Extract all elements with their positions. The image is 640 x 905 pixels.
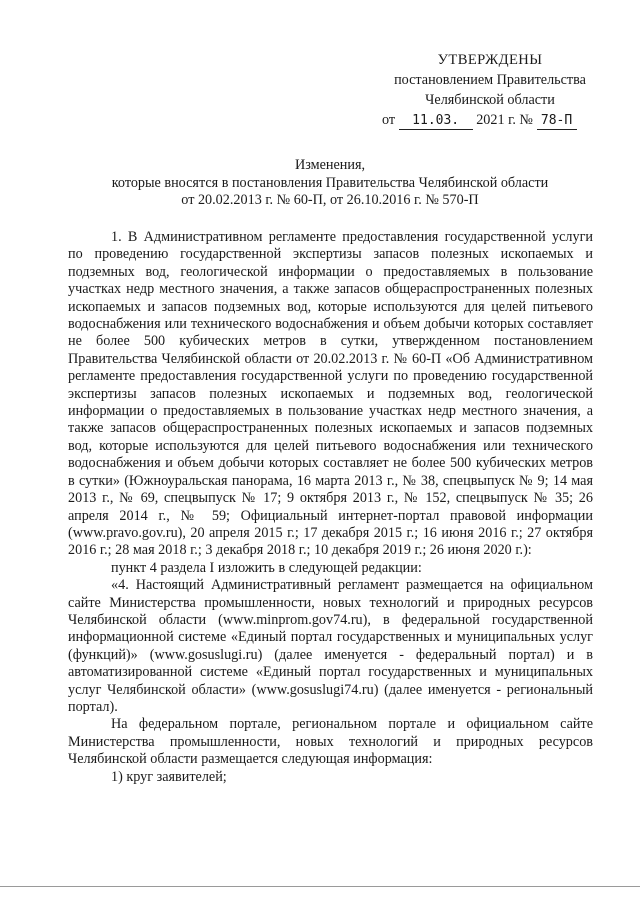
document-body	[68, 229, 593, 786]
page-bottom-divider	[0, 886, 640, 887]
approval-line-government: постановлением Правительства	[394, 72, 586, 88]
approval-number: 78-П	[537, 113, 577, 130]
heading-references: от 20.02.2013 г. № 60-П, от 26.10.2016 г. № 570-П	[181, 192, 479, 208]
approval-date: 11.03.	[399, 113, 473, 130]
approval-stamp	[370, 50, 610, 130]
approval-title: УТВЕРЖДЕНЫ	[437, 52, 543, 68]
approval-line-region: Челябинской области	[425, 92, 555, 108]
paragraph-4: На федеральном портале, региональном портале и официальном сайте Министерства промышленности, новых технологий и природных ресурсов Челябинской области размещается следующая информация:	[68, 716, 593, 768]
paragraph-1: 1. В Административном регламенте предоставления государственной услуги по проведению государственной экспертизы запасов полезных ископаемых и подземных вод, геологической информации о предоставляемых в пользование участках недр местного значения, а также запасов общераспространенных полезных ископаемых и запасов подземных вод, которые используются для целей питьевого водоснабжения или технического водоснабжения и объем добычи которых составляет не более 500 кубических метров в сутки, утвержденном постановлением Правительства Челябинской области от 20.02.2013 г. № 60-П «Об Административном регламенте предоставления государственной услуги по проведению государственной экспертизы запасов полезных ископаемых и подземных вод, геологической информации о предоставляемых в пользование участках недр местного значения, а также запасов общераспространенных полезных ископаемых и запасов подземных вод, которые используются для целей питьевого водоснабжения или технического водоснабжения и объем добычи которых составляет не более 500 кубических метров в сутки» (Южноуральская панорама, 16 марта 2013 г., № 38, спецвыпуск № 9; 14 мая 2013 г., № 69, спецвыпуск № 17; 9 октября 2013 г., № 152, спецвыпуск № 35; 26 апреля 2014 г., № 59; Официальный интернет-портал правовой информации (www.pravo.gov.ru), 20 апреля 2015 г.; 17 декабря 2015 г.; 16 июня 2016 г.; 27 октября 2016 г.; 28 мая 2018 г.; 3 декабря 2018 г.; 10 декабря 2019 г.; 26 июня 2020 г.):	[68, 229, 593, 559]
approval-prefix: от	[382, 112, 396, 128]
heading-title: Изменения,	[294, 157, 366, 173]
paragraph-3: «4. Настоящий Административный регламент размещается на официальном сайте Министерства промышленности, новых технологий и природных ресурсов Челябинской области (www.minprom.gov74.ru), в федеральной государственной информационной системе «Единый портал государственных и муниципальных услуг (функций)» (www.gosuslugi.ru) (далее именуется - федеральный портал) и в автоматизированной системе «Единый портал государственных и муниципальных услуг Челябинской области» (www.gosuslugi74.ru) (далее именуется - региональный портал).	[68, 577, 593, 715]
approval-year-number-label: 2021 г. №	[476, 112, 533, 128]
paragraph-2: пункт 4 раздела I изложить в следующей редакции:	[111, 559, 422, 576]
approval-order-line	[370, 110, 610, 130]
paragraph-5: 1) круг заявителей;	[111, 768, 227, 785]
document-heading	[60, 157, 600, 210]
heading-subtitle: которые вносятся в постановления Правительства Челябинской области	[111, 174, 549, 191]
